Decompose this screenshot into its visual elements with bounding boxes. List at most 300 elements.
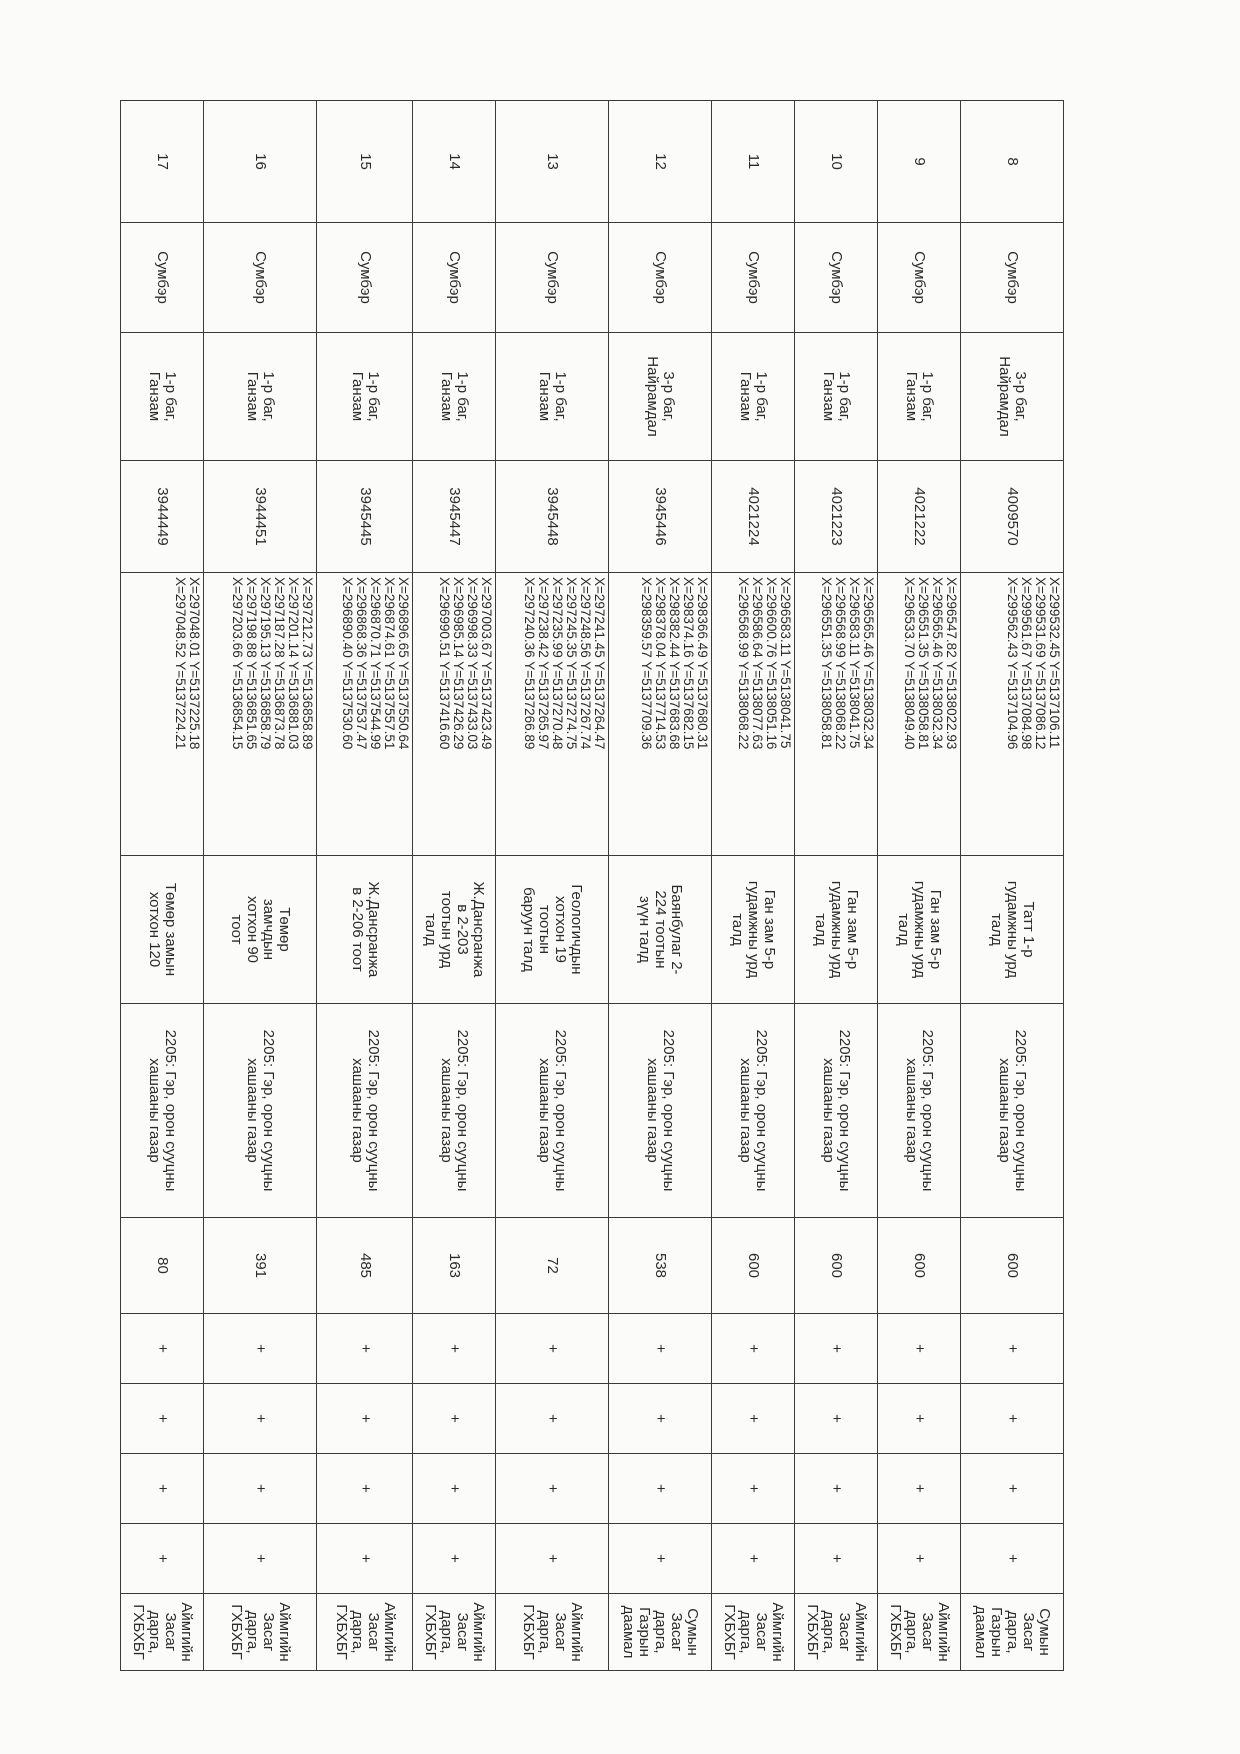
area-value xyxy=(960,1218,1063,1314)
responsible-authority xyxy=(877,1594,960,1671)
coordinate-pair: X=297003.67 Y=5137423.49 xyxy=(478,577,494,750)
land-purpose xyxy=(203,1004,316,1218)
cell-text-m4: + xyxy=(828,1554,846,1563)
coordinate-pair: X=297240.36 Y=5137266.89 xyxy=(522,577,538,750)
parcel-id xyxy=(203,461,316,573)
area-value xyxy=(412,1218,495,1314)
cell-text-m2: + xyxy=(652,1414,670,1423)
cell-text-location: Ган зам 5-р гудамжны урд талд xyxy=(729,880,779,979)
land-purpose xyxy=(795,1004,878,1218)
cell-text-sum: Сумбэр xyxy=(910,251,928,304)
location-description xyxy=(960,856,1063,1004)
coordinate-pair: X=297187.28 Y=5136873.78 xyxy=(272,577,288,750)
land-parcel-table xyxy=(120,100,1064,1671)
bag-name xyxy=(960,333,1063,461)
land-purpose xyxy=(960,1004,1063,1218)
coordinate-pair: X=296868.36 Y=5137537.47 xyxy=(353,577,369,750)
soum-name xyxy=(412,223,495,333)
mark-cell xyxy=(412,1314,495,1384)
coordinate-pair: X=296600.76 Y=5138051.16 xyxy=(764,577,780,750)
coordinate-pair: X=296533.70 Y=5138049.40 xyxy=(901,577,917,750)
mark-cell xyxy=(203,1454,316,1524)
coordinate-pair: X=299531.69 Y=5137086.12 xyxy=(1033,577,1048,750)
soum-name xyxy=(877,223,960,333)
row-number xyxy=(317,101,413,223)
soum-name xyxy=(495,223,608,333)
cell-text-m3: + xyxy=(356,1484,374,1493)
row-number xyxy=(712,101,795,223)
bag-name xyxy=(495,333,608,461)
cell-text-authority: Аймгийн Засаг дарга, ГХБХБГ xyxy=(421,1602,487,1662)
coordinate-pair: X=297201.14 Y=5136881.03 xyxy=(286,577,302,750)
cell-text-area: 600 xyxy=(828,1252,846,1279)
responsible-authority xyxy=(495,1594,608,1671)
area-value xyxy=(121,1218,204,1314)
mark-cell xyxy=(960,1454,1063,1524)
coordinates-cell xyxy=(495,573,608,856)
land-purpose xyxy=(712,1004,795,1218)
cell-text-purpose: 2205: Гэр, орон сууцны хашааны газар xyxy=(644,1029,678,1192)
table-row xyxy=(317,101,413,1671)
bag-name xyxy=(712,333,795,461)
cell-text-sum: Сумбэр xyxy=(153,251,171,304)
cell-text-m3: + xyxy=(1003,1484,1021,1493)
cell-text-id: 3944451 xyxy=(252,487,270,546)
bag-name xyxy=(795,333,878,461)
coordinate-pair: X=297195.13 Y=5136858.79 xyxy=(258,577,274,750)
mark-cell xyxy=(877,1524,960,1594)
cell-text-area: 72 xyxy=(543,1257,561,1274)
coordinate-pair: X=296551.35 Y=5138058.81 xyxy=(915,577,931,750)
coordinate-pair: X=296874.61 Y=5137557.51 xyxy=(381,577,397,750)
cell-text-m2: + xyxy=(153,1414,171,1423)
cell-text-bag: 1-р баг, Ганзам xyxy=(820,371,854,422)
cell-text-m2: + xyxy=(356,1414,374,1423)
coordinate-pair: X=297048.52 Y=5137224.21 xyxy=(172,577,188,750)
parcel-id xyxy=(712,461,795,573)
cell-text-m1: + xyxy=(1003,1344,1021,1353)
cell-text-m3: + xyxy=(153,1484,171,1493)
bag-name xyxy=(203,333,316,461)
cell-text-bag: 1-р баг, Ганзам xyxy=(535,371,569,422)
responsible-authority xyxy=(712,1594,795,1671)
cell-text-area: 485 xyxy=(356,1252,374,1279)
cell-text-m1: + xyxy=(445,1344,463,1353)
parcel-id xyxy=(795,461,878,573)
mark-cell xyxy=(795,1454,878,1524)
cell-text-m3: + xyxy=(445,1484,463,1493)
cell-text-m3: + xyxy=(745,1484,763,1493)
soum-name xyxy=(121,223,204,333)
area-value xyxy=(495,1218,608,1314)
mark-cell xyxy=(609,1314,712,1384)
area-value xyxy=(609,1218,712,1314)
cell-text-authority: Аймгийн Засаг дарга, ГХБХБГ xyxy=(804,1602,870,1662)
cell-text-sum: Сумбэр xyxy=(1003,251,1021,304)
row-number xyxy=(877,101,960,223)
parcel-id xyxy=(412,461,495,573)
coordinate-pair: X=298359.57 Y=5137709.36 xyxy=(639,577,655,750)
parcel-id xyxy=(877,461,960,573)
cell-text-bag: 1-р баг, Ганзам xyxy=(737,371,771,422)
mark-cell xyxy=(795,1384,878,1454)
mark-cell xyxy=(712,1454,795,1524)
cell-text-location: Геологичдын хотхон 19 тоотын баруун талд xyxy=(519,884,585,975)
location-description xyxy=(877,856,960,1004)
coordinate-pair: X=296568.99 Y=5138068.22 xyxy=(832,577,848,750)
cell-text-no: 10 xyxy=(828,153,846,170)
mark-cell xyxy=(121,1384,204,1454)
row-number xyxy=(203,101,316,223)
location-description xyxy=(495,856,608,1004)
cell-text-sum: Сумбэр xyxy=(543,251,561,304)
cell-text-m4: + xyxy=(910,1554,928,1563)
cell-text-id: 3945446 xyxy=(652,487,670,546)
mark-cell xyxy=(121,1314,204,1384)
cell-text-sum: Сумбэр xyxy=(745,251,763,304)
cell-text-purpose: 2205: Гэр, орон сууцны хашааны газар xyxy=(902,1029,936,1192)
mark-cell xyxy=(609,1384,712,1454)
cell-text-m4: + xyxy=(652,1554,670,1563)
cell-text-authority: Сумын Засаг дарга, Газрын даамал xyxy=(971,1605,1053,1659)
area-value xyxy=(795,1218,878,1314)
cell-text-id: 4009570 xyxy=(1003,487,1021,546)
coordinate-pair: X=296998.33 Y=5137433.03 xyxy=(464,577,480,750)
coordinate-pair: X=296551.35 Y=5138058.81 xyxy=(818,577,834,750)
cell-text-m1: + xyxy=(543,1344,561,1353)
cell-text-m1: + xyxy=(910,1344,928,1353)
mark-cell xyxy=(121,1524,204,1594)
table-row xyxy=(203,101,316,1671)
mark-cell xyxy=(609,1524,712,1594)
coordinate-pair: X=297198.88 Y=5136851.65 xyxy=(244,577,260,750)
cell-text-purpose: 2205: Гэр, орон сууцны хашааны газар xyxy=(995,1029,1029,1192)
cell-text-m3: + xyxy=(652,1484,670,1493)
coordinate-pair: X=299562.43 Y=5137104.96 xyxy=(1005,577,1020,750)
coordinate-pair: X=297245.35 Y=5137274.75 xyxy=(564,577,580,750)
cell-text-purpose: 2205: Гэр, орон сууцны хашааны газар xyxy=(535,1029,569,1192)
soum-name xyxy=(795,223,878,333)
bag-name xyxy=(877,333,960,461)
cell-text-no: 8 xyxy=(1003,157,1021,166)
location-description xyxy=(121,856,204,1004)
soum-name xyxy=(960,223,1063,333)
mark-cell xyxy=(412,1524,495,1594)
coordinate-pair: X=296870.71 Y=5137544.99 xyxy=(367,577,383,750)
coordinates-cell xyxy=(609,573,712,856)
cell-text-authority: Аймгийн Засаг дарга, ГХБХБГ xyxy=(129,1602,195,1662)
cell-text-purpose: 2205: Гэр, орон сууцны хашааны газар xyxy=(737,1029,771,1192)
coordinates-cell xyxy=(795,573,878,856)
coordinate-pair: X=299532.45 Y=5137106.11 xyxy=(1047,577,1062,749)
location-description xyxy=(609,856,712,1004)
coordinate-pair: X=297248.56 Y=5137267.74 xyxy=(578,577,594,750)
cell-text-m4: + xyxy=(445,1554,463,1563)
cell-text-no: 16 xyxy=(252,153,270,170)
cell-text-authority: Аймгийн Засаг дарга, ГХБХБГ xyxy=(332,1602,398,1662)
mark-cell xyxy=(877,1384,960,1454)
cell-text-authority: Аймгийн Засаг дарга, ГХБХБГ xyxy=(519,1602,585,1662)
mark-cell xyxy=(495,1384,608,1454)
cell-text-id: 3944449 xyxy=(153,487,171,546)
cell-text-m1: + xyxy=(356,1344,374,1353)
responsible-authority xyxy=(795,1594,878,1671)
cell-text-bag: 1-р баг, Ганзам xyxy=(244,371,278,422)
coordinate-pair: X=296565.46 Y=5138032.34 xyxy=(860,577,876,750)
cell-text-no: 13 xyxy=(543,153,561,170)
cell-text-location: Ган зам 5-р гудамжны урд талд xyxy=(812,880,862,979)
mark-cell xyxy=(203,1314,316,1384)
mark-cell xyxy=(960,1524,1063,1594)
cell-text-purpose: 2205: Гэр, орон сууцны хашааны газар xyxy=(145,1029,179,1192)
cell-text-id: 3945445 xyxy=(356,487,374,546)
parcel-id xyxy=(960,461,1063,573)
coordinate-pair: X=296583.11 Y=5138041.75 xyxy=(846,577,862,749)
cell-text-location: Ж.Дансранжа в 2-206 тоот xyxy=(348,881,382,978)
soum-name xyxy=(609,223,712,333)
table-row xyxy=(712,101,795,1671)
responsible-authority xyxy=(121,1594,204,1671)
coordinate-pair: X=296568.99 Y=5138068.22 xyxy=(736,577,752,750)
cell-text-m4: + xyxy=(543,1554,561,1563)
mark-cell xyxy=(121,1454,204,1524)
coordinate-pair: X=297048.01 Y=5137225.18 xyxy=(186,577,202,750)
coordinates-cell xyxy=(960,573,1063,856)
cell-text-m3: + xyxy=(252,1484,270,1493)
bag-name xyxy=(609,333,712,461)
cell-text-m4: + xyxy=(1003,1554,1021,1563)
cell-text-sum: Сумбэр xyxy=(356,251,374,304)
cell-text-m1: + xyxy=(828,1344,846,1353)
cell-text-m4: + xyxy=(745,1554,763,1563)
location-description xyxy=(203,856,316,1004)
cell-text-m3: + xyxy=(910,1484,928,1493)
parcel-id xyxy=(495,461,608,573)
table-row xyxy=(960,101,1063,1671)
coordinate-pair: X=297238.42 Y=5137265.97 xyxy=(536,577,552,750)
mark-cell xyxy=(960,1384,1063,1454)
mark-cell xyxy=(317,1524,413,1594)
cell-text-area: 600 xyxy=(745,1252,763,1279)
cell-text-area: 600 xyxy=(910,1252,928,1279)
coordinate-pair: X=296990.51 Y=5137416.60 xyxy=(436,577,452,750)
bag-name xyxy=(121,333,204,461)
cell-text-no: 12 xyxy=(652,153,670,170)
mark-cell xyxy=(495,1454,608,1524)
parcel-id xyxy=(609,461,712,573)
coordinates-cell xyxy=(412,573,495,856)
mark-cell xyxy=(795,1314,878,1384)
cell-text-location: Төмөр замчдын хотхон 90 тоот xyxy=(228,895,294,964)
coordinates-cell xyxy=(317,573,413,856)
table-row xyxy=(495,101,608,1671)
cell-text-location: Баянбулаг 2- 224 тоотын зүүн талд xyxy=(636,884,686,975)
cell-text-authority: Сумын Засаг дарга, Газрын даамал xyxy=(620,1605,702,1659)
location-description xyxy=(412,856,495,1004)
cell-text-m1: + xyxy=(153,1344,171,1353)
cell-text-m2: + xyxy=(828,1414,846,1423)
coordinate-pair: X=297241.45 Y=5137264.47 xyxy=(592,577,608,750)
mark-cell xyxy=(317,1384,413,1454)
mark-cell xyxy=(412,1454,495,1524)
cell-text-bag: 1-р баг, Ганзам xyxy=(145,371,179,422)
row-number xyxy=(795,101,878,223)
cell-text-authority: Аймгийн Засаг дарга, ГХБХБГ xyxy=(721,1602,787,1662)
cell-text-m2: + xyxy=(910,1414,928,1423)
coordinate-pair: X=298378.04 Y=5137714.53 xyxy=(653,577,669,750)
mark-cell xyxy=(712,1384,795,1454)
table-row xyxy=(412,101,495,1671)
land-purpose xyxy=(412,1004,495,1218)
mark-cell xyxy=(877,1314,960,1384)
cell-text-no: 14 xyxy=(445,153,463,170)
cell-text-bag: 1-р баг, Ганзам xyxy=(437,371,471,422)
cell-text-no: 17 xyxy=(153,153,171,170)
coordinate-pair: X=296547.82 Y=5138022.93 xyxy=(943,577,959,750)
cell-text-location: Төмөр замын хотхон 120 xyxy=(145,882,179,977)
cell-text-bag: 3-р баг, Найрамдал xyxy=(995,356,1029,437)
land-purpose xyxy=(609,1004,712,1218)
coordinate-pair: X=296565.46 Y=5138032.34 xyxy=(929,577,945,750)
cell-text-no: 9 xyxy=(910,157,928,166)
cell-text-m1: + xyxy=(745,1344,763,1353)
table-row xyxy=(121,101,204,1671)
cell-text-m3: + xyxy=(543,1484,561,1493)
row-number xyxy=(495,101,608,223)
cell-text-area: 600 xyxy=(1003,1252,1021,1279)
coordinate-pair: X=296586.64 Y=5138077.63 xyxy=(750,577,766,750)
location-description xyxy=(712,856,795,1004)
bag-name xyxy=(317,333,413,461)
coordinates-cell xyxy=(121,573,204,856)
cell-text-id: 4021223 xyxy=(828,487,846,546)
cell-text-m2: + xyxy=(252,1414,270,1423)
cell-text-purpose: 2205: Гэр, орон сууцны хашааны газар xyxy=(820,1029,854,1192)
coordinate-pair: X=298382.44 Y=5137683.68 xyxy=(667,577,683,750)
cell-text-m2: + xyxy=(543,1414,561,1423)
cell-text-id: 4021224 xyxy=(745,487,763,546)
cell-text-sum: Сумбэр xyxy=(828,251,846,304)
mark-cell xyxy=(495,1524,608,1594)
mark-cell xyxy=(712,1314,795,1384)
coordinate-pair: X=299561.67 Y=5137084.98 xyxy=(1019,577,1034,750)
mark-cell xyxy=(877,1454,960,1524)
cell-text-bag: 1-р баг, Ганзам xyxy=(348,371,382,422)
location-description xyxy=(317,856,413,1004)
area-value xyxy=(712,1218,795,1314)
cell-text-area: 163 xyxy=(445,1252,463,1279)
cell-text-m1: + xyxy=(652,1344,670,1353)
cell-text-no: 15 xyxy=(356,153,374,170)
parcel-id xyxy=(317,461,413,573)
cell-text-m1: + xyxy=(252,1344,270,1353)
soum-name xyxy=(317,223,413,333)
row-number xyxy=(609,101,712,223)
cell-text-location: Ган зам 5-р гудамжны урд талд xyxy=(894,880,944,979)
cell-text-m3: + xyxy=(828,1484,846,1493)
cell-text-m4: + xyxy=(153,1554,171,1563)
cell-text-m2: + xyxy=(745,1414,763,1423)
coordinates-cell xyxy=(203,573,316,856)
coordinate-pair: X=297203.66 Y=5136854.15 xyxy=(230,577,246,750)
mark-cell xyxy=(960,1314,1063,1384)
area-value xyxy=(317,1218,413,1314)
soum-name xyxy=(203,223,316,333)
mark-cell xyxy=(412,1384,495,1454)
responsible-authority xyxy=(317,1594,413,1671)
mark-cell xyxy=(203,1524,316,1594)
coordinate-pair: X=297235.99 Y=5137270.48 xyxy=(550,577,566,750)
coordinate-pair: X=296985.14 Y=5137426.29 xyxy=(450,577,466,750)
mark-cell xyxy=(712,1524,795,1594)
cell-text-id: 4021222 xyxy=(910,487,928,546)
responsible-authority xyxy=(412,1594,495,1671)
cell-text-sum: Сумбэр xyxy=(652,251,670,304)
cell-text-sum: Сумбэр xyxy=(445,251,463,304)
table-row xyxy=(609,101,712,1671)
coordinate-pair: X=296583.11 Y=5138041.75 xyxy=(778,577,794,749)
coordinate-pair: X=296890.40 Y=5137530.60 xyxy=(339,577,355,750)
row-number xyxy=(121,101,204,223)
parcel-id xyxy=(121,461,204,573)
row-number xyxy=(960,101,1063,223)
mark-cell xyxy=(609,1454,712,1524)
cell-text-id: 3945448 xyxy=(543,487,561,546)
rotated-table-wrapper xyxy=(120,100,1064,1670)
table-row xyxy=(795,101,878,1671)
cell-text-location: Татт 1-р гудамжны урд талд xyxy=(987,880,1037,979)
cell-text-purpose: 2205: Гэр, орон сууцны хашааны газар xyxy=(437,1029,471,1192)
mark-cell xyxy=(203,1384,316,1454)
table-row xyxy=(877,101,960,1671)
mark-cell xyxy=(317,1314,413,1384)
cell-text-area: 391 xyxy=(252,1252,270,1279)
cell-text-m4: + xyxy=(252,1554,270,1563)
coordinate-pair: X=298374.16 Y=5137682.15 xyxy=(681,577,697,750)
coordinate-pair: X=296896.65 Y=5137550.64 xyxy=(395,577,411,750)
location-description xyxy=(795,856,878,1004)
row-number xyxy=(412,101,495,223)
mark-cell xyxy=(795,1524,878,1594)
coordinates-cell xyxy=(877,573,960,856)
responsible-authority xyxy=(609,1594,712,1671)
cell-text-area: 80 xyxy=(153,1257,171,1274)
cell-text-m2: + xyxy=(445,1414,463,1423)
coordinate-pair: X=297212.73 Y=5136858.89 xyxy=(300,577,316,750)
cell-text-area: 538 xyxy=(652,1252,670,1279)
cell-text-sum: Сумбэр xyxy=(252,251,270,304)
cell-text-purpose: 2205: Гэр, орон сууцны хашааны газар xyxy=(348,1029,382,1192)
coordinate-pair: X=298366.49 Y=5137680.31 xyxy=(695,577,711,750)
coordinates-cell xyxy=(712,573,795,856)
soum-name xyxy=(712,223,795,333)
land-purpose xyxy=(495,1004,608,1218)
cell-text-authority: Аймгийн Засаг дарга, ГХБХБГ xyxy=(886,1602,952,1662)
cell-text-location: Ж.Дансранжа в 2-203 тоотын урд талд xyxy=(421,881,487,978)
cell-text-m2: + xyxy=(1003,1414,1021,1423)
cell-text-authority: Аймгийн Засаг дарга, ГХБХБГ xyxy=(228,1602,294,1662)
responsible-authority xyxy=(203,1594,316,1671)
area-value xyxy=(203,1218,316,1314)
land-purpose xyxy=(121,1004,204,1218)
cell-text-bag: 1-р баг, Ганзам xyxy=(902,371,936,422)
mark-cell xyxy=(317,1454,413,1524)
cell-text-no: 11 xyxy=(745,153,763,170)
cell-text-m4: + xyxy=(356,1554,374,1563)
bag-name xyxy=(412,333,495,461)
cell-text-bag: 3-р баг, Найрамдал xyxy=(644,356,678,437)
area-value xyxy=(877,1218,960,1314)
